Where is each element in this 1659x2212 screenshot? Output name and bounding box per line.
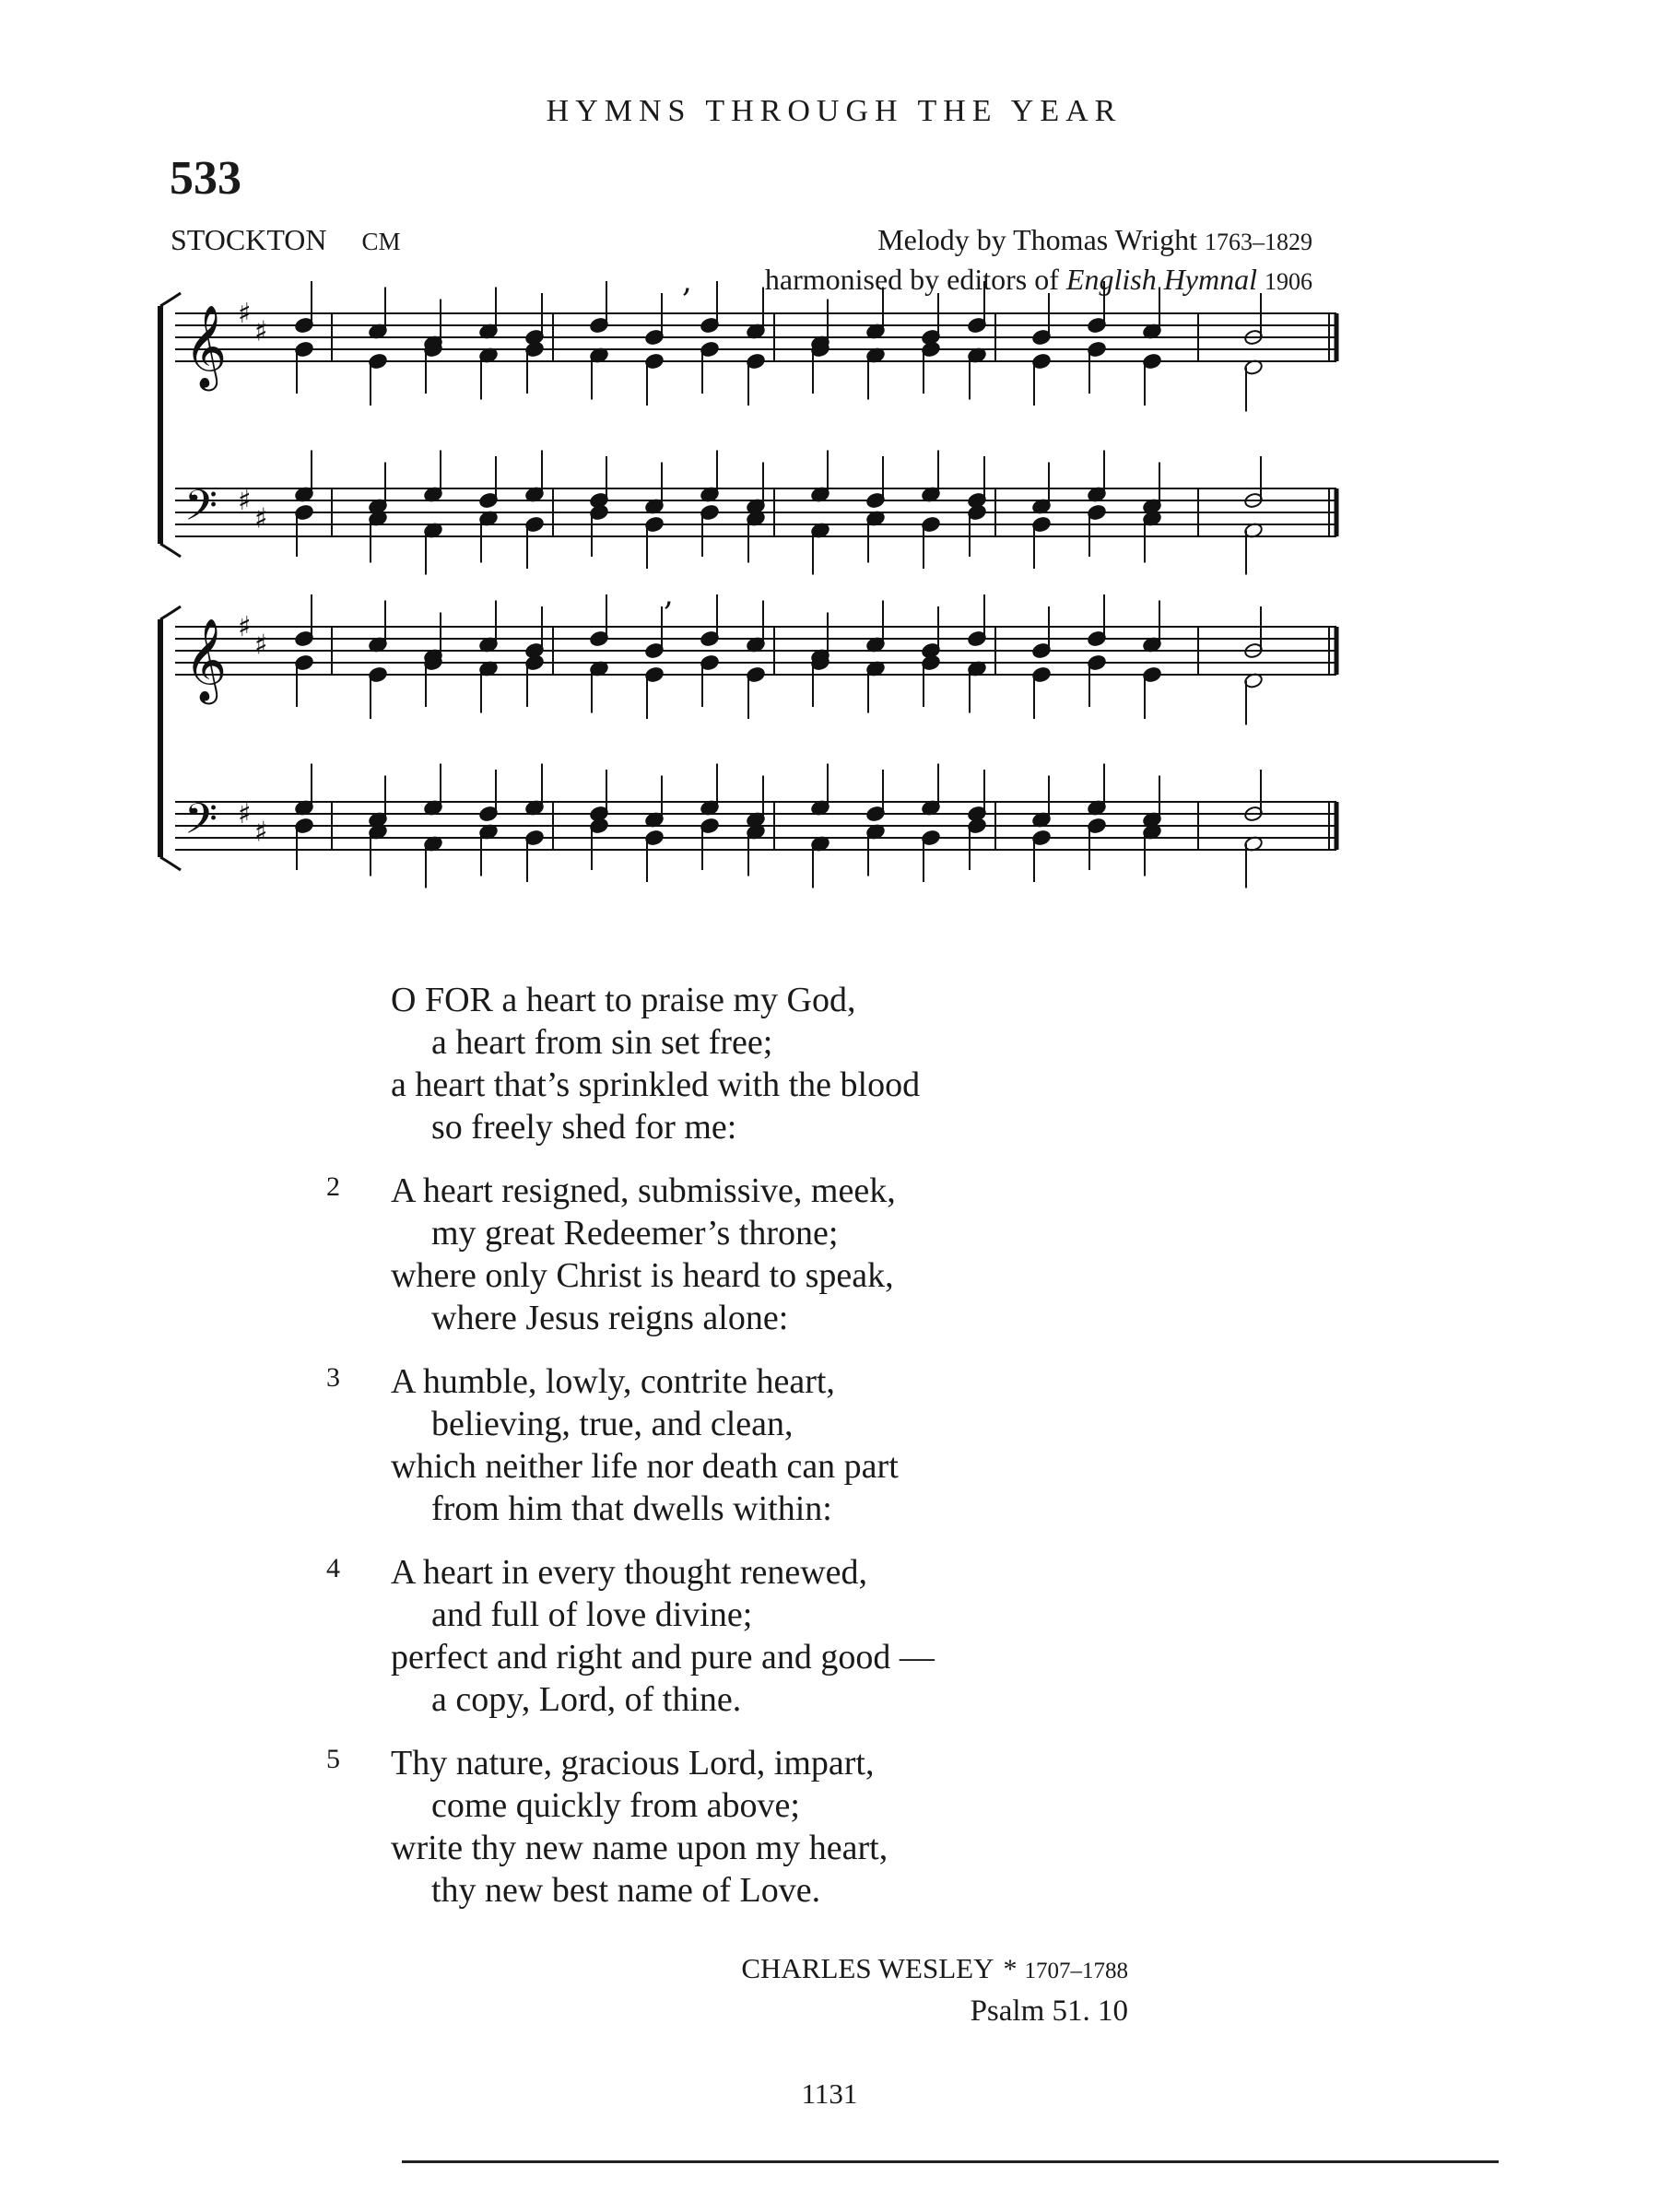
verse-line: where Jesus reigns alone: <box>431 1299 789 1337</box>
verse <box>326 1360 1220 1530</box>
author-name: CHARLES WESLEY <box>741 1952 994 1984</box>
key-signature-icon <box>238 298 268 348</box>
scripture-reference: Psalm 51. 10 <box>970 1994 1128 2028</box>
author-credit <box>741 1952 1128 1985</box>
running-head: HYMNS THROUGH THE YEAR <box>546 94 1123 128</box>
verse-line: my great Redeemer’s throne; <box>431 1214 839 1253</box>
svg-text:♯: ♯ <box>254 629 268 662</box>
page-number: 1131 <box>801 2077 858 2110</box>
verse-line: perfect and right and pure and good — <box>391 1638 935 1677</box>
svg-text:♯: ♯ <box>238 298 252 330</box>
verse-line: A heart in every thought renewed, <box>391 1553 868 1592</box>
verse-number: 5 <box>326 1744 340 1774</box>
verses <box>326 979 1220 1933</box>
music-score <box>147 276 1346 968</box>
author-mark: * <box>1003 1954 1018 1984</box>
melody-credit <box>877 223 1312 257</box>
verse-line: a heart that’s sprinkled with the blood <box>391 1065 921 1104</box>
verse-number: 2 <box>326 1171 340 1202</box>
tune-meter: CM <box>361 228 401 255</box>
verse-line: thy new best name of Love. <box>431 1871 821 1910</box>
verse-line: a copy, Lord, of thine. <box>431 1680 742 1719</box>
verse-line: which neither life nor death can part <box>391 1447 899 1486</box>
melody-credit-years: 1763–1829 <box>1205 229 1312 255</box>
treble-notes <box>294 594 1263 725</box>
verse-line: Thy nature, gracious Lord, impart, <box>391 1744 875 1783</box>
verse-line: from him that dwells within: <box>431 1489 832 1528</box>
verse-line: write thy new name upon my heart, <box>391 1829 888 1867</box>
verse <box>326 1170 1220 1339</box>
verse <box>326 1742 1220 1912</box>
verse-line: A heart resigned, submissive, meek, <box>391 1171 896 1210</box>
treble-clef-icon: 𝄞 <box>184 305 228 388</box>
bass-clef-icon: 𝄢 <box>184 481 218 541</box>
harmony-credit-year: 1906 <box>1265 268 1312 295</box>
treble-notes <box>294 281 1263 412</box>
treble-clef-icon: 𝄞 <box>184 618 228 701</box>
verse-line: so freely shed for me: <box>431 1108 737 1147</box>
svg-text:♯: ♯ <box>238 485 252 517</box>
verse <box>326 1551 1220 1721</box>
key-signature-icon <box>238 611 268 662</box>
footer-rule <box>402 2160 1499 2163</box>
svg-text:♯: ♯ <box>254 502 268 535</box>
hymn-number: 533 <box>170 152 241 205</box>
verse-line: come quickly from above; <box>431 1786 800 1825</box>
verse-line: a heart from sin set free; <box>431 1023 773 1062</box>
verse-line: O FOR a heart to praise my God, <box>391 981 856 1019</box>
verse <box>391 979 1220 1148</box>
breath-mark-icon: , <box>682 276 692 300</box>
tune-name: STOCKTON <box>171 223 327 256</box>
svg-text:♯: ♯ <box>254 315 268 348</box>
key-signature-icon <box>238 798 268 849</box>
svg-text:♯: ♯ <box>238 611 252 643</box>
verse-line: A humble, lowly, contrite heart, <box>391 1362 835 1401</box>
harmony-credit-prefix: harmonised by editors of <box>764 263 1066 296</box>
breath-mark-icon: , <box>664 576 674 613</box>
svg-text:♯: ♯ <box>238 798 252 830</box>
tune-line <box>171 223 401 257</box>
system-bracket <box>160 606 181 870</box>
verse-line: where only Christ is heard to speak, <box>391 1256 894 1295</box>
key-signature-icon <box>238 485 268 535</box>
melody-credit-text: Melody by Thomas Wright <box>877 223 1197 256</box>
bass-clef-icon: 𝄢 <box>184 794 218 854</box>
system-bracket <box>160 293 181 557</box>
harmony-credit-source: English Hymnal <box>1065 263 1257 296</box>
verse-number: 4 <box>326 1553 340 1583</box>
verse-number: 3 <box>326 1362 340 1393</box>
verse-line: and full of love divine; <box>431 1595 753 1634</box>
verse-line: believing, true, and clean, <box>431 1405 794 1443</box>
author-years: 1707–1788 <box>1024 1959 1128 1983</box>
svg-text:♯: ♯ <box>254 816 268 849</box>
